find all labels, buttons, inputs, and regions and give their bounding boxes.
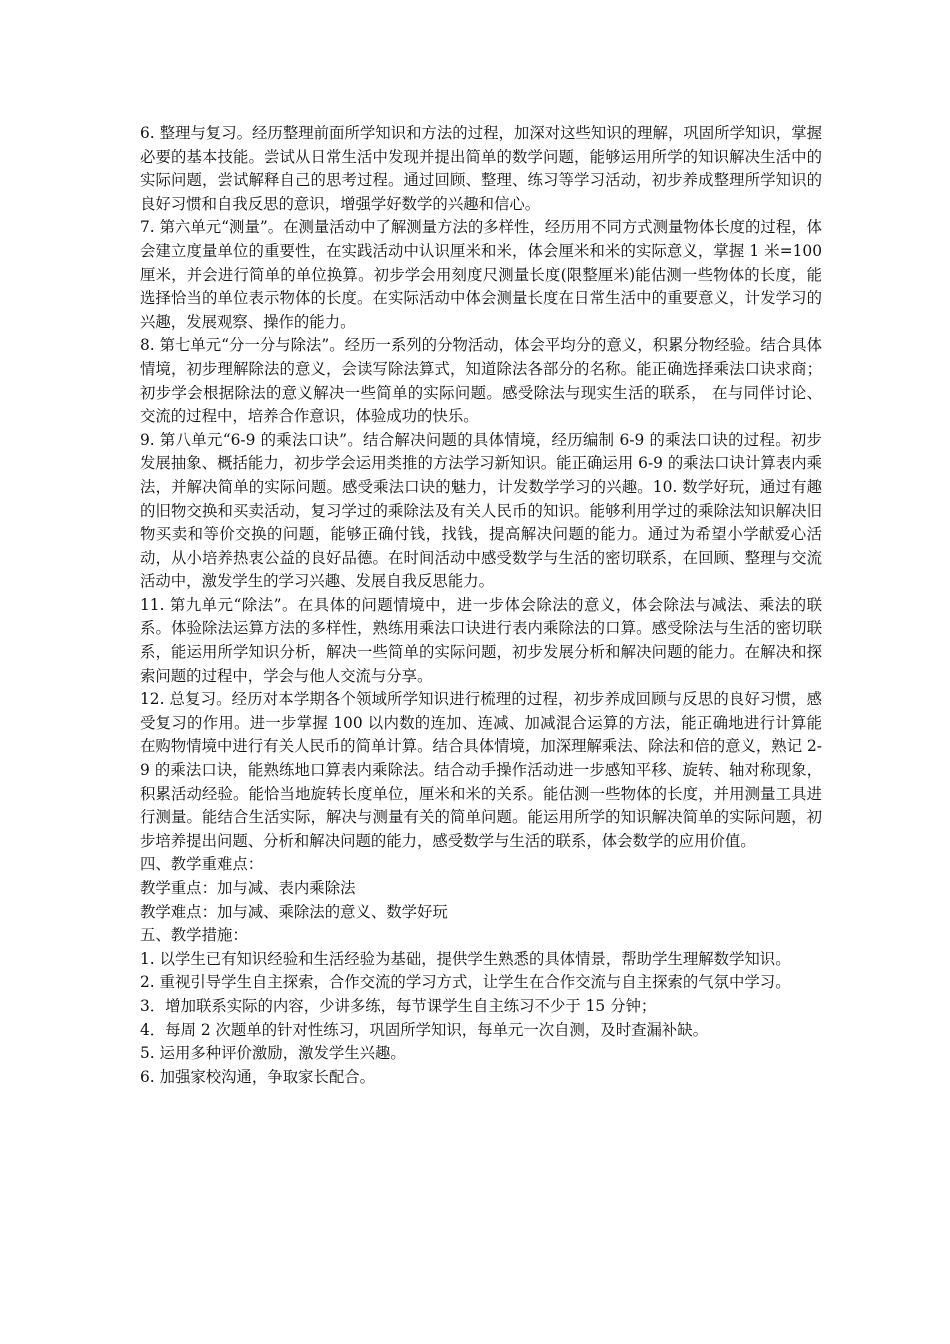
heading-teaching-measures: 五、教学措施：	[140, 926, 248, 945]
teaching-key-points: 教学重点：加与减、表内乘除法	[140, 879, 356, 897]
measure-item-4: 4．每周 2 次题单的针对性练习，巩固所学知识，每单元一次自测，及时查漏补缺。	[140, 1020, 709, 1039]
measure-item-1: 1. 以学生已有知识经验和生活经验为基础，提供学生熟悉的具体情景，帮助学生理解数学知识。	[140, 949, 791, 968]
paragraph-unit-6-measurement: 7. 第六单元“测量”。在测量活动中了解测量方法的多样性，经历用不同方式测量物体长度的过程，体会建立度量单位的重要性，在实践活动中认识厘米和米，体会厘米和米的实际意义，掌握 1 米=100 厘米，并会进行简单的单位换算。初步学会用刻度尺测量长度(限整厘米)能估测一些物体的长度，能选择恰当的单位表示物体的长度。在实际活动中体会测量长度在日常生活中的重要意义，计发学习的兴趣，发展观察、操作的能力。	[140, 218, 822, 331]
measure-item-5: 5. 运用多种评价激励，激发学生兴趣。	[140, 1044, 406, 1063]
paragraph-general-review: 12. 总复习。经历对本学期各个领域所学知识进行梳理的过程，初步养成回顾与反思的良好习惯，感受复习的作用。进一步掌握 100 以内数的连加、连减、加减混合运算的方法，能正确地进行计算能在购物情境中进行有关人民币的简单计算。结合具体情境，加深理解乘法、除法和倍的意义，熟记 2-9 的乘法口诀，能熟练地口算表内乘除法。结合动手操作活动进一步感知平移、旋转、轴对称现象，积累活动经验。能恰当地旋转长度单位，厘米和米的关系。能估测一些物体的长度，并用测量工具进行测量。能结合生活实际，解决与测量有关的简单问题。能运用所学的知识解决简单的实际问题，初步培养提出问题、分析和解决问题的能力，感受数学与生活的联系，体会数学的应用价值。	[140, 690, 822, 850]
paragraph-unit-8-multiplication: 9. 第八单元“6-9 的乘法口诀”。结合解决问题的具体情境，经历编制 6-9 的乘法口诀的过程。初步发展抽象、概括能力，初步学会运用类推的方法学习新知识。能正确运用 6-9 的乘法口诀计算表内乘法，并解决简单的实际问题。感受乘法口诀的魅力，计发数学学习的兴趣。10. 数学好玩，通过有趣的旧物交换和买卖活动，复习学过的乘除法及有关人民币的知识。能够利用学过的乘除法知识解决旧物买卖和等价交换的问题，能够正确付钱，找钱，提高解决问题的能力。通过为希望小学献爱心活动，从小培养热衷公益的良好品德。在时间活动中感受数学与生活的密切联系，在回顾、整理与交流活动中，激发学生的学习兴趣、发展自我反思能力。	[140, 430, 822, 591]
paragraph-unit-9-division: 11. 第九单元“除法”。在具体的问题情境中，进一步体会除法的意义，体会除法与减法、乘法的联系。体验除法运算方法的多样性，熟练用乘法口诀进行表内乘除法的口算。感受除法与生活的密切联系，能运用所学知识分析，解决一些简单的实际问题，初步发展分析和解决问题的能力。在解决和探索问题的过程中，学会与他人交流与分享。	[140, 595, 822, 685]
paragraph-review-section-6: 6. 整理与复习。经历整理前面所学知识和方法的过程，加深对这些知识的理解，巩固所学知识，掌握必要的基本技能。尝试从日常生活中发现并提出简单的数学问题，能够运用所学的知识解决生活中的实际问题，尝试解释自己的思考过程。通过回顾、整理、练习等学习活动，初步养成整理所学知识的良好习惯和自我反思的意识，增强学好数学的兴趣和信心。	[140, 124, 822, 213]
document-body	[140, 122, 822, 1089]
measure-item-6: 6. 加强家校沟通，争取家长配合。	[140, 1067, 376, 1086]
measure-item-2: 2. 重视引导学生自主探索，合作交流的学习方式，让学生在合作交流与自主探索的气氛中学习。	[140, 973, 791, 992]
measure-item-3: 3．增加联系实际的内容，少讲多练，每节课学生自主练习不少于 15 分钟；	[140, 996, 657, 1015]
paragraph-unit-7-division: 8. 第七单元“分一分与除法”。经历一系列的分物活动，体会平均分的意义，积累分物经验。结合具体情境，初步理解除法的意义，会读写除法算式，知道除法各部分的名称。能正确选择乘法口诀求商；初步学会根据除法的意义解决一些简单的实际问题。感受除法与现实生活的联系， 在与同伴讨论、交流的过程中，培养合作意识，体验成功的快乐。	[140, 336, 822, 426]
heading-key-difficult-points: 四、教学重难点：	[140, 855, 264, 874]
teaching-difficult-points: 教学难点：加与减、乘除法的意义、数学好玩	[140, 902, 448, 921]
